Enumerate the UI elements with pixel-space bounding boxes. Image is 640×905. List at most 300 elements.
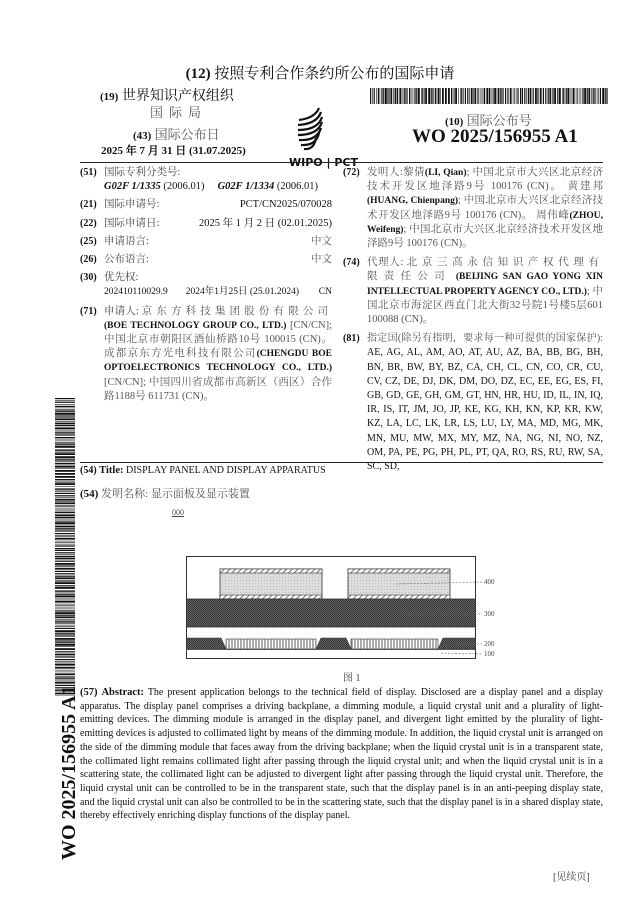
barcode-bar [374,88,375,104]
figure-caption: 图 1 [343,673,361,684]
barcode-bar [549,88,551,104]
barcode-bar [55,505,75,506]
barcode-bar [55,491,75,492]
barcode-bar [399,88,401,104]
barcode-bar [440,88,441,104]
barcode-bar [498,88,499,104]
barcode-bar [486,88,488,104]
barcode-bar [482,88,483,104]
barcode-bar [55,473,75,475]
barcode-bar [598,88,599,104]
barcode-bar [55,605,75,606]
barcode-bar [55,670,75,671]
field-application-date: (22) 国际申请日: 2025 年 1 月 2 日 (02.01.2025) [80,217,332,229]
layer-400-left [220,569,322,599]
barcode-bar [55,554,75,555]
barcode-bar [469,88,470,104]
label-400: 400 [484,578,495,586]
barcode-bar [497,88,498,104]
barcode-bar [55,682,75,684]
barcode-bar [55,411,75,412]
barcode-bar [530,88,532,104]
barcode-bar [370,88,371,104]
bibliographic-right [343,166,603,474]
barcode-bar [404,88,405,104]
bibliographic-left [80,166,332,404]
title-cn: (54) 发明名称: 显示面板及显示装置 [80,488,250,500]
barcode-bar [554,88,556,104]
barcode-bar [55,427,75,429]
barcode-bar [600,88,601,104]
barcode-bar [458,88,459,104]
barcode-bar [55,400,75,401]
barcode-bar [533,88,534,104]
barcode-bar [409,88,410,104]
wipo-text: WIPO | PCT [289,156,358,169]
barcode-bar [454,88,455,104]
label-200: 200 [484,640,495,648]
barcode-bar [55,425,75,426]
barcode-bar [570,88,571,104]
barcode-bar [473,88,474,104]
barcode-bar [55,573,75,574]
barcode-bar [55,591,75,592]
barcode-bar [55,538,75,540]
barcode-bar [397,88,398,104]
barcode-bar [605,88,606,104]
barcode-side [55,398,75,696]
barcode-bar [418,88,420,104]
barcode-bar [55,444,75,445]
barcode-bar [55,522,75,524]
barcode-bar [55,488,75,489]
barcode-bar [55,651,75,652]
barcode-bar [537,88,538,104]
barcode-bar [55,430,75,431]
label-100: 100 [484,650,495,658]
barcode-bar [577,88,578,104]
barcode-bar [55,481,75,482]
barcode-bar [393,88,394,104]
barcode-bar [55,678,75,679]
barcode-bar [432,88,433,104]
barcode-bar [55,531,75,532]
barcode-bar [376,88,377,104]
barcode-bar [55,607,75,608]
barcode-bar [55,466,75,468]
barcode-bar [55,535,75,536]
barcode-bar [55,453,75,455]
barcode-bar [55,544,75,545]
barcode-bar [55,514,75,516]
barcode-bar [55,563,75,565]
barcode-bar [55,582,75,584]
barcode-bar [55,610,75,611]
barcode-bar [55,595,75,597]
barcode-bar [402,88,403,104]
barcode-bar [552,88,553,104]
barcode-bar [579,88,580,104]
barcode-bar [448,88,450,104]
barcode-bar [55,626,75,627]
sidebar-publication-number: WO 2025/156955 A1 [58,685,80,860]
barcode-bar [55,634,75,635]
barcode-bar [55,590,75,591]
barcode-bar [55,421,75,422]
barcode-bar [492,88,493,104]
barcode-bar [563,88,564,104]
barcode-bar [55,667,75,669]
barcode-bar [55,521,75,522]
barcode-bar [55,511,75,512]
barcode-bar [55,404,75,405]
barcode-bar [55,546,75,547]
barcode-bar [55,648,75,650]
barcode-bar [55,449,75,450]
barcode-bar [55,601,75,603]
barcode-bar [513,88,514,104]
title-en: (54) Title: DISPLAY PANEL AND DISPLAY APPARATUS [80,465,326,476]
layer-400-right [348,569,450,599]
field-agent: (74) 代理人: 北京三高永信知识产权代理有限责任公司 (BEIJING SAN GAO YONG XIN INTELLECTUAL PROPERTY AGENCY CO., LTD.); 中国北京市海淀区西直门北大街32号院1号楼5层601 100088 (CN)。 [343,257,604,326]
barcode-bar [55,470,75,472]
barcode-bar [55,423,75,425]
barcode-bar [416,88,417,104]
barcode-bar [55,526,75,527]
barcode-bar [584,88,586,104]
field-priority: (30) 优先权: [80,272,139,284]
barcode-bar [55,468,75,469]
barcode-bar [588,88,590,104]
barcode-bar [55,633,75,634]
barcode-bar [55,460,75,461]
barcode-bar [55,528,75,529]
barcode-bar [491,88,492,104]
barcode-bar [55,519,75,520]
barcode-bar [522,88,523,104]
wipo-pct-logo [285,100,365,170]
barcode-bar [55,452,75,453]
barcode-bar [425,88,427,104]
figure-ref-main: 000 [172,508,184,517]
barcode-bar [593,88,594,104]
barcode-bar [55,406,75,407]
barcode-bar [520,88,521,104]
barcode-bar [55,636,75,637]
barcode-bar [424,88,425,104]
barcode-bar [535,88,537,104]
barcode-bar [387,88,388,104]
barcode-bar [461,88,462,104]
barcode-bar [55,529,75,530]
barcode-bar [451,88,452,104]
barcode-bar [55,450,75,451]
barcode-bar [467,88,468,104]
barcode-bar [510,88,512,104]
barcode-bar [411,88,412,104]
barcode-bar [55,676,75,677]
divider [80,462,603,463]
barcode-bar [55,413,75,415]
barcode-bar [471,88,473,104]
barcode-bar [573,88,575,104]
barcode-bar [55,604,75,605]
barcode-bar [516,88,517,104]
barcode-bar [55,525,75,526]
barcode-bar [55,640,75,641]
barcode-bar [602,88,604,104]
barcode-bar [372,88,373,104]
barcode-bar [55,552,75,553]
barcode-bar [55,600,75,601]
barcode-bar [55,625,75,626]
barcode-bar [514,88,515,104]
barcode-bar [407,88,408,104]
barcode-bar [489,88,490,104]
figure-1 [186,556,516,659]
barcode-bar [55,621,75,622]
layer-300 [187,599,476,627]
barcode-bar [55,548,75,549]
barcode-bar [55,615,75,616]
field-ipc: (51) 国际专利分类号: [80,167,181,178]
field-designated-states: (81) 指定国(除另有指明，要求每一种可提供的国家保护): AE, AG, AL, AM, AO, AT, AU, AZ, BA, BB, BG, BH, BN, BR, BW, BY, BZ, CA, CH, CL, CN, CO, CR, CU, CV, CZ, DE, DJ, DK, DM, DO, DZ, EC, EE, EG, ES, FI, GB, GD, GE, GH, GM, GT, HN, HR, HU, ID, IL, IN, IQ, IR, IS, IT, JM, JO, JP, KE, KG, KH, KN, KP, KR, KW, KZ, LA, LC, LK, LR, LS, LU, LY, MA, MD, MG, MK, MN, MU, MW, MX, MY, MZ, NA, NG, NI, NO, NZ, OM, PA, PE, PG, PH, PL, PT, QA, RO, RS, RU, RW, SA, SC, SD, [343,333,603,473]
barcode-bar [55,510,75,511]
barcode-bar [445,88,447,104]
barcode-bar [55,502,75,504]
barcode-bar [55,638,75,640]
barcode-bar [505,88,506,104]
wipo-globe-icon [298,108,322,149]
label-300: 300 [484,610,495,618]
barcode-bar [413,88,414,104]
barcode-bar [55,463,75,464]
barcode-bar [55,646,75,647]
barcode-bar [55,512,75,513]
divider [80,162,603,163]
barcode-bar [55,517,75,518]
barcode-bar [55,673,75,675]
barcode-bar [55,644,75,646]
barcode-bar [55,446,75,448]
barcode-bar [484,88,485,104]
document-type: (12) 按照专利合作条约所公布的国际申请 [185,66,455,82]
barcode-bar [55,616,75,618]
barcode-bar [55,435,75,436]
barcode-top [370,88,608,104]
barcode-bar [55,520,75,521]
barcode-bar [55,585,75,586]
barcode-bar [55,550,75,551]
barcode-bar [435,88,436,104]
field-applicant: (71) 申请人: 京东方科技集团股份有限公司(BOE TECHNOLOGY GROUP CO., LTD.) [CN/CN]; 中国北京市朝阳区酒仙桥路10号 100015 (CN)。 成都京东方光电科技有限公司(CHENGDU BOE OPTOELECTRONICS TECHNOLOGY CO., LTD.) [CN/CN]; 中国四川省成都市高新区（西区）合作路1188号 611731 (CN)。 [80,305,333,402]
barcode-bar [380,88,381,104]
barcode-bar [55,441,75,442]
barcode-bar [55,479,75,480]
barcode-bar [55,409,75,410]
barcode-bar [55,533,75,534]
barcode-bar [395,88,397,104]
barcode-bar [55,594,75,595]
barcode-bar [55,672,75,673]
barcode-bar [55,571,75,572]
barcode-bar [55,402,75,403]
barcode-bar [405,88,406,104]
barcode-bar [465,88,466,104]
publication-date: 2025 年 7 月 31 日 (31.07.2025) [101,145,246,157]
barcode-bar [55,609,75,610]
barcode-bar [55,577,75,579]
barcode-bar [55,576,75,577]
barcode-bar [526,88,527,104]
barcode-bar [422,88,423,104]
barcode-bar [383,88,384,104]
barcode-bar [442,88,444,104]
barcode-bar [55,642,75,643]
barcode-bar [55,598,75,599]
barcode-bar [559,88,561,104]
barcode-bar [55,580,75,581]
publication-number: WO 2025/156955 A1 [412,126,578,147]
barcode-bar [594,88,595,104]
barcode-bar [55,456,75,458]
barcode-bar [503,88,504,104]
barcode-bar [572,88,573,104]
barcode-bar [385,88,387,104]
barcode-bar [453,88,454,104]
barcode-bar [55,664,75,666]
barcode-bar [518,88,519,104]
barcode-bar [55,415,75,416]
barcode-bar [543,88,544,104]
barcode-bar [428,88,430,104]
barcode-bar [55,398,75,399]
barcode-bar [55,558,75,560]
barcode-bar [55,622,75,623]
barcode-bar [606,88,607,104]
barcode-bar [55,493,75,494]
barcode-bar [55,619,75,620]
layer-200 [187,638,476,649]
barcode-bar [55,561,75,562]
barcode-bar [463,88,464,104]
continued-note: [见续页] [553,872,590,883]
barcode-bar [480,88,481,104]
barcode-bar [597,88,598,104]
barcode-bar [55,499,75,501]
barcode-bar [55,656,75,657]
barcode-bar [477,88,478,104]
barcode-bar [55,541,75,542]
barcode-bar [55,408,75,409]
barcode-bar [493,88,494,104]
barcode-bar [431,88,432,104]
barcode-bar [55,482,75,483]
barcode-bar [460,88,461,104]
barcode-bar [501,88,502,104]
field-publication-language: (26) 公布语言: 中文 [80,254,332,266]
publication-date-label: (43) 国际公布日 [133,127,220,142]
barcode-bar [591,88,592,104]
barcode-bar [390,88,392,104]
barcode-bar [494,88,496,104]
bureau: 国际局 [150,105,208,120]
priority-entry: 202410110029.9 2024年1月25日 (25.01.2024) CN [104,287,332,298]
barcode-bar [507,88,508,104]
barcode-bar [55,439,75,440]
barcode-bar [55,630,75,632]
barcode-bar [474,88,476,104]
barcode-bar [381,88,382,104]
barcode-bar [55,442,75,443]
barcode-bar [55,476,75,478]
barcode-bar [55,587,75,589]
barcode-bar [378,88,379,104]
barcode-bar [567,88,569,104]
barcode-bar [582,88,583,104]
barcode-bar [562,88,563,104]
barcode-bar [55,459,75,460]
barcode-bar [500,88,501,104]
barcode-bar [517,88,518,104]
barcode-bar [55,465,75,466]
barcode-bar [414,88,415,104]
ipc-codes: G02F 1/1335 (2006.01) G02F 1/1334 (2006.01) [104,181,319,193]
barcode-bar [55,657,75,658]
barcode-bar [55,663,75,664]
barcode-bar [483,88,484,104]
barcode-bar [455,88,457,104]
organization: (19) 世界知识产权组织 [100,89,234,104]
barcode-bar [55,545,75,546]
barcode-bar [55,556,75,557]
barcode-bar [55,568,75,570]
barcode-bar [528,88,529,104]
barcode-bar [55,417,75,418]
barcode-bar [557,88,558,104]
barcode-bar [587,88,588,104]
barcode-bar [55,495,75,496]
barcode-bar [55,418,75,420]
barcode-bar [55,501,75,502]
barcode-bar [548,88,549,104]
field-inventors: (72) 发明人:黎倩(LI, Qian); 中国北京市大兴区北京经济技术开发区地泽路9号 100176 (CN)。 黄建邦(HUANG, Chienpang); 中国北京市大兴区北京经济技术开发区地泽路9号 100176 (CN)。 周伟峰(ZHOU, Weifeng); 中国北京市大兴区北京经济技术开发区地泽路9号 100176 (CN)。 [343,167,604,250]
barcode-bar [55,437,75,438]
barcode-bar [55,681,75,682]
barcode-bar [55,659,75,660]
barcode-bar [524,88,525,104]
barcode-bar [55,542,75,543]
barcode-bar [55,433,75,434]
barcode-bar [55,628,75,629]
barcode-bar [576,88,577,104]
barcode-bar [566,88,567,104]
barcode-bar [55,612,75,614]
barcode-bar [438,88,440,104]
barcode-bar [55,565,75,566]
barcode-bar [55,654,75,656]
barcode-bar [55,508,75,509]
barcode-bar [421,88,422,104]
barcode-bar [55,486,75,487]
barcode-bar [55,489,75,490]
barcode-bar [55,432,75,433]
barcode-bar [581,88,582,104]
abstract: (57) Abstract: The present application belongs to the technical field of display. Disclosed are a display panel and a display apparatus. The display panel comprises a driving backplane, a dimming module, a liquid crystal unit and a plurality of light-emitting devices. The dimming module is arranged in the display panel, and divergent light emitted by the plurality of light-emitting devices is adjusted to collimated light by means of the dimming module. In addition, the liquid crystal unit is arranged on the side of the dimming module that faces away from the driving backplane; when the liquid crystal unit is in a transparent state, the collimated light remains collimated light after passing through the liquid crystal unit; and when the liquid crystal unit is in a scattering state, the collimated light can be adjusted to divergent light after passing through the liquid crystal unit. Therefore, the liquid crystal unit can be controlled to be in the transparent state, such that the display panel is in an anti-peeping display state, and the liquid crystal unit can also be controlled to be in the scattering state, such that the display panel is in a shared display state, thereby effectively enriching display functions of the display panel. [80,687,603,822]
field-application-number: (21) 国际申请号: PCT/CN2025/070028 [80,199,332,211]
barcode-bar [540,88,542,104]
field-filing-language: (25) 申请语言: 中文 [80,235,332,247]
